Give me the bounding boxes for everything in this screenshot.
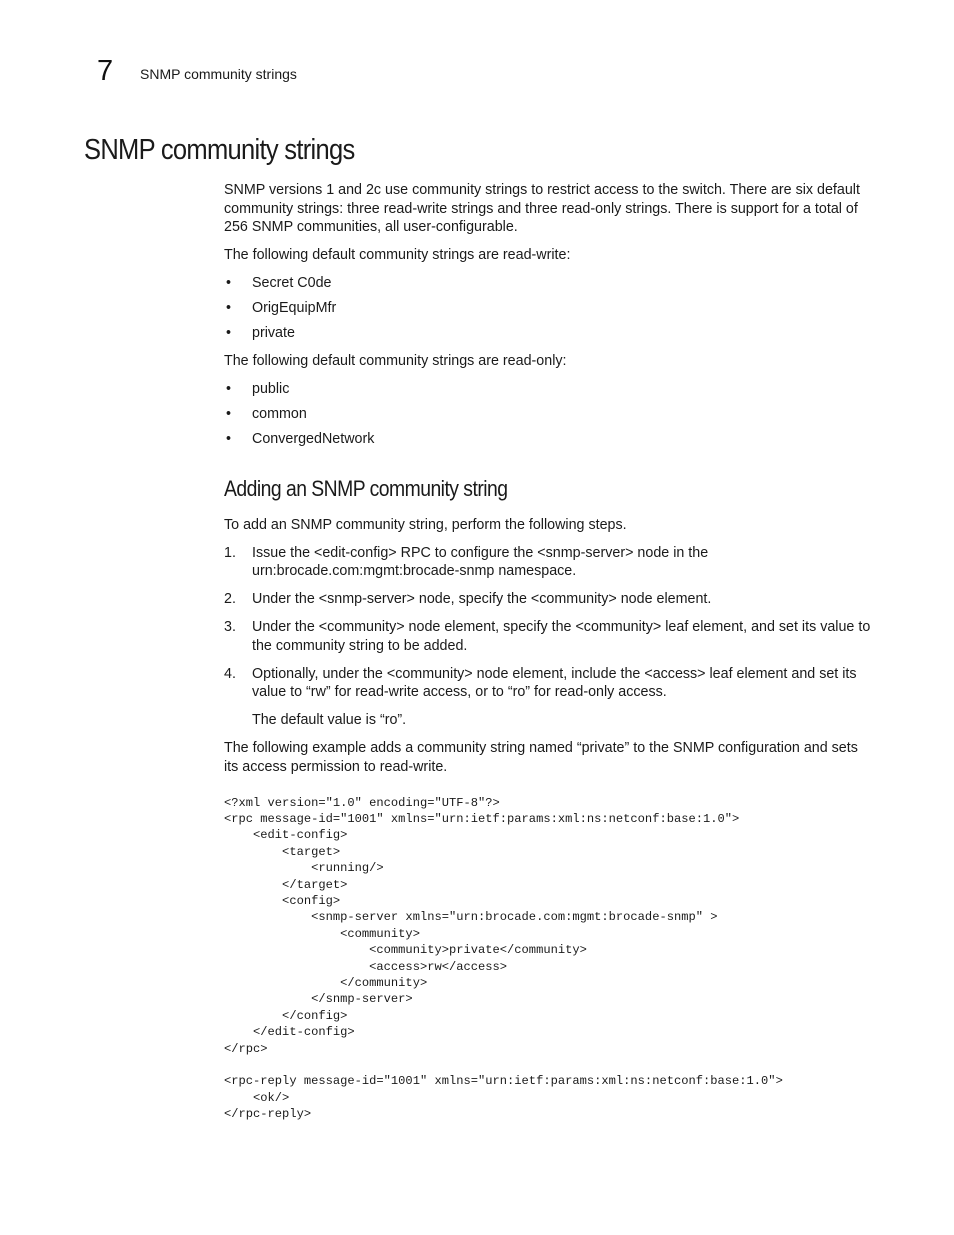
- list-item-text: common: [252, 406, 307, 423]
- page-title: SNMP community strings: [84, 134, 355, 166]
- read-only-intro: The following default community strings are read-only:: [224, 353, 567, 370]
- bullet-icon: •: [226, 381, 232, 398]
- list-item-text: ConvergedNetwork: [252, 431, 375, 448]
- step-note: The default value is “ro”.: [252, 712, 407, 729]
- steps-list: [224, 544, 872, 702]
- list-item: [224, 380, 872, 399]
- step-item: [224, 590, 872, 609]
- step-text: Under the <community> node element, specify the <community> leaf element, and set its value to the community string to be added.: [252, 619, 871, 654]
- list-item: [224, 430, 872, 449]
- list-item-text: Secret C0de: [252, 275, 332, 292]
- list-item-text: private: [252, 325, 295, 342]
- running-header-title: SNMP community strings: [140, 66, 297, 82]
- bullet-icon: •: [226, 325, 232, 342]
- step-text: Issue the <edit-config> RPC to configure the <snmp-server> node in the urn:brocade.com:mgmt:brocade-snmp namespace.: [252, 544, 709, 580]
- list-item-text: public: [252, 381, 290, 398]
- list-item: [224, 405, 872, 424]
- step-text: Optionally, under the <community> node element, include the <access> leaf element and set its value to “rw” for read-write access, or to “ro” for read-only access.: [252, 665, 857, 701]
- bullet-icon: •: [226, 406, 232, 423]
- bullet-icon: •: [226, 300, 232, 317]
- main-content: [224, 181, 872, 1123]
- list-item-text: OrigEquipMfr: [252, 300, 337, 317]
- step-number: 4.: [224, 665, 236, 682]
- steps-intro: To add an SNMP community string, perform the following steps.: [224, 516, 627, 533]
- step-item: [224, 618, 872, 655]
- chapter-number: 7: [97, 55, 114, 87]
- read-write-intro: The following default community strings are read-write:: [224, 247, 571, 264]
- list-item: [224, 324, 872, 343]
- list-item: [224, 299, 872, 318]
- step-item: [224, 544, 872, 581]
- intro-paragraph: SNMP versions 1 and 2c use community strings to restrict access to the switch. There are six default community strings: three read-write strings and three read-only strings. There is support for a total of 256 SNMP communities, all user-configurable.: [224, 182, 860, 236]
- list-item: [224, 274, 872, 293]
- example-intro: The following example adds a community string named “private” to the SNMP configuration and sets its access permission to read-write.: [224, 740, 858, 775]
- section-heading: Adding an SNMP community string: [224, 475, 508, 501]
- step-number: 2.: [224, 591, 236, 608]
- step-number: 1.: [224, 544, 236, 561]
- bullet-icon: •: [226, 431, 232, 448]
- step-number: 3.: [224, 619, 236, 636]
- step-text: Under the <snmp-server> node, specify the <community> node element.: [252, 591, 712, 608]
- read-write-list: [224, 274, 872, 343]
- step-item: [224, 665, 872, 702]
- code-example: <?xml version="1.0" encoding="UTF-8"?> <rpc message-id="1001" xmlns="urn:ietf:params:xml:ns:netconf:base:1.0"> <edit-config> <target> <running/> </target> <config> <snmp-server xmlns="urn:brocade.com:mgmt:brocade-snmp" > <community> <community>private</community> <access>rw</access> </community> </snmp-server> </config> </edit-config> </rpc> <rpc-reply message-id="1001" xmlns="urn:ietf:params:xml:ns:netconf:base:1.0"> <ok/> </rpc-reply>: [224, 795, 783, 1122]
- bullet-icon: •: [226, 275, 232, 292]
- read-only-list: [224, 380, 872, 449]
